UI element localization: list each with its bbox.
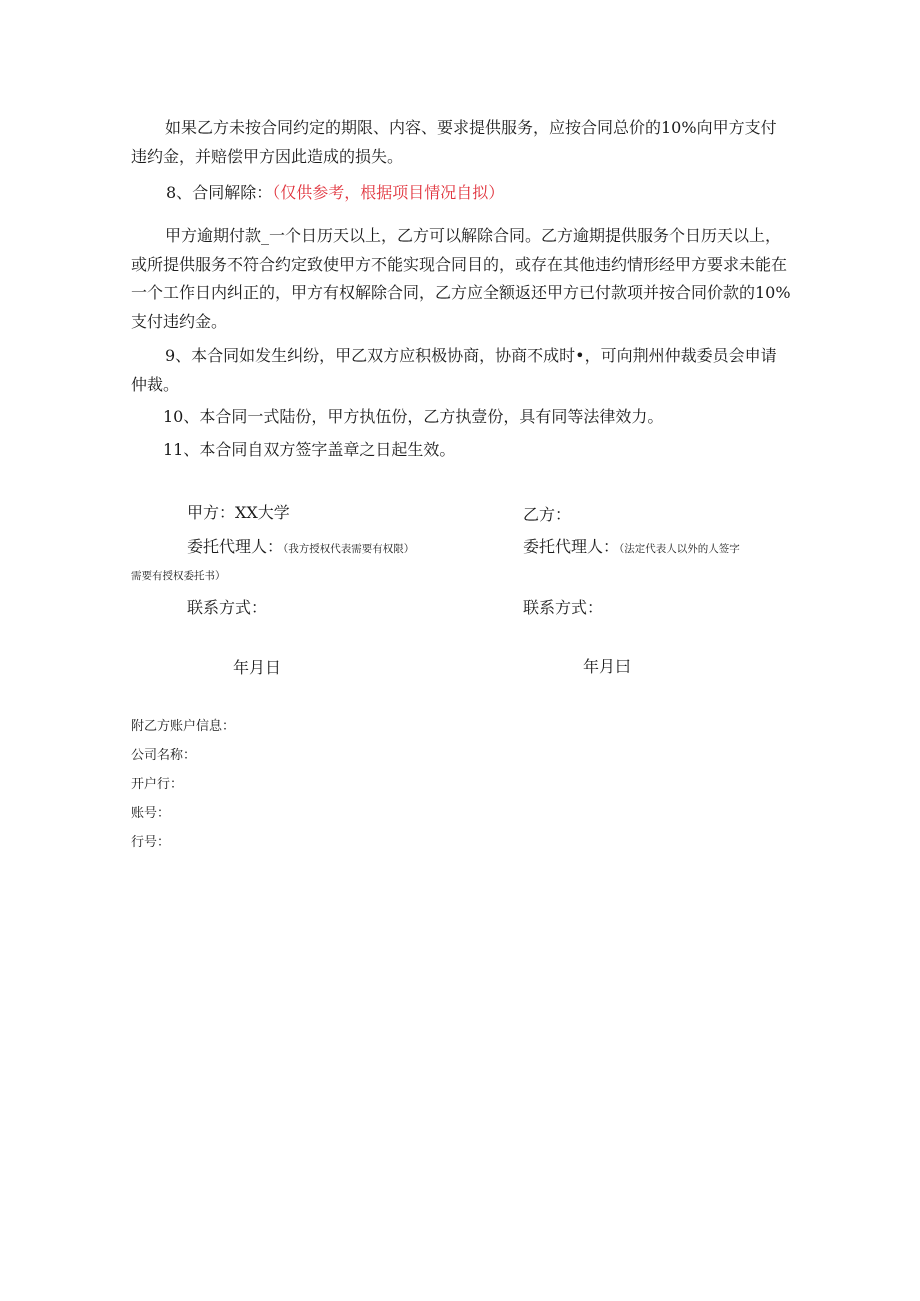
party-b-agent-label: 委托代理人： (523, 537, 620, 556)
clause-8-note: （仅供参考，根据项目情况自拟） (272, 183, 505, 202)
clause-7-paragraph: 如果乙方未按合同约定的期限、内容、要求提供服务，应按合同总价的10%向甲方支付违约金，并赔偿甲方因此造成的损失。 (131, 118, 777, 166)
party-a-contact-label: 联系方式： (187, 598, 268, 617)
party-a-label: 甲方：XX大学 (187, 503, 290, 522)
clause-11-paragraph: 11、本合同自双方签字盖章之日起生效。 (163, 440, 456, 459)
party-a-agent-line (187, 534, 414, 557)
party-b-agent-note: （法定代表人以外的人签字 (619, 543, 740, 555)
account-info-heading: 附乙方账户信息： (131, 719, 236, 734)
account-company-name: 公司名称： (131, 748, 197, 763)
party-a-date: 年月日 (233, 658, 282, 677)
party-b-agent-note-continued: 需要有授权委托书） (131, 570, 226, 582)
clause-10-paragraph: 10、本合同一式陆份，甲方执伍份，乙方执壹份，具有同等法律效力。 (163, 407, 664, 426)
party-a-agent-label: 委托代理人： (187, 537, 284, 556)
party-b-contact-label: 联系方式： (523, 598, 604, 617)
party-a-agent-note: （我方授权代表需要有权限） (283, 543, 415, 555)
clause-8-title: 合同解除： (192, 183, 273, 202)
party-b-label: 乙方： (523, 505, 572, 524)
account-bank-code: 行号： (131, 835, 171, 850)
clause-9-paragraph: 9、本合同如发生纠纷，甲乙双方应积极协商，协商不成时•，可向荆州仲裁委员会申请仲裁。 (131, 346, 777, 394)
account-bank: 开户行： (131, 777, 184, 792)
party-b-date: 年月曰 (583, 657, 632, 676)
account-number: 账号： (131, 806, 171, 821)
party-b-agent-line (523, 534, 740, 557)
clause-8-number: 8、 (166, 183, 193, 202)
clause-8-heading (166, 180, 504, 203)
clause-8-paragraph: 甲方逾期付款_一个日历天以上，乙方可以解除合同。乙方逾期提供服务个日历天以上，或所提供服务不符合约定致使甲方不能实现合同目的，或存在其他违约情形经甲方要求未能在一个工作日内纠正的，甲方有权解除合同，乙方应全额返还甲方已付款项并按合同价款的10%支付违约金。 (131, 226, 791, 331)
